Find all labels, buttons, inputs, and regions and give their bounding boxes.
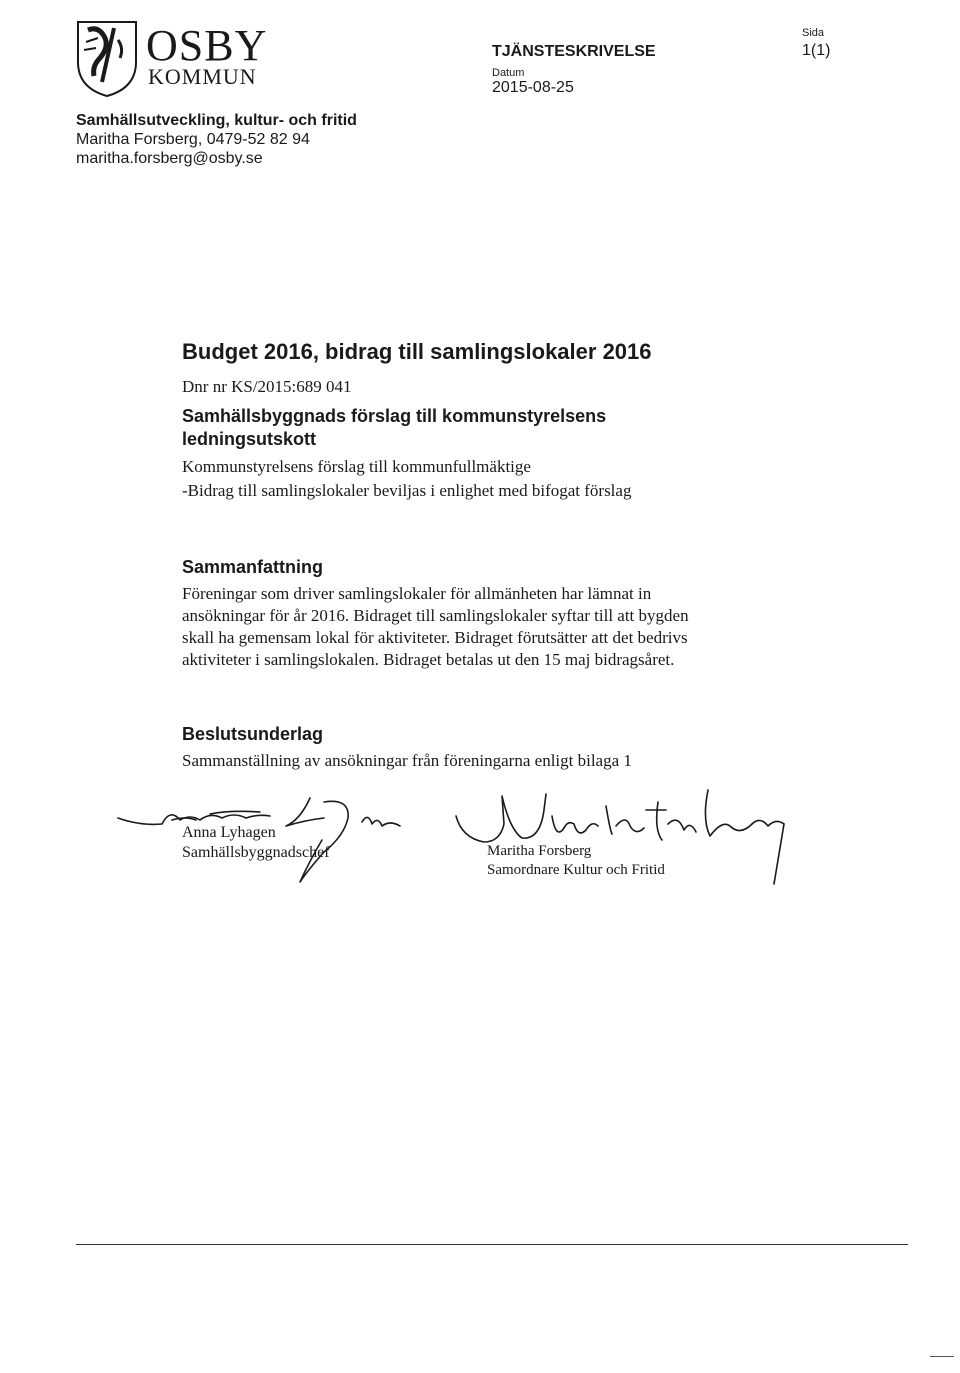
page-title: Budget 2016, bidrag till samlingslokaler 2016 [182, 339, 652, 364]
coat-of-arms-icon [74, 18, 140, 98]
summary-line: Föreningar som driver samlingslokaler för allmänheten har lämnat in [182, 584, 652, 603]
proposal-heading-line1: Samhällsbyggnads förslag till kommunstyrelsens [182, 406, 607, 426]
summary-text [182, 583, 689, 671]
signatory-right-name: Maritha Forsberg [487, 843, 592, 859]
signatory-left-name: Anna Lyhagen [182, 824, 276, 841]
signatory-left [182, 823, 330, 863]
summary-line: ansökningar för år 2016. Bidraget till samlingslokaler syftar till att bygden [182, 606, 689, 625]
basis-text: Sammanställning av ansökningar från föreningarna enligt bilaga 1 [182, 751, 632, 770]
proposal-heading [182, 405, 606, 451]
proposal-line2: -Bidrag till samlingslokaler beviljas i enlighet med bifogat förslag [182, 481, 632, 500]
basis-heading: Beslutsunderlag [182, 724, 324, 744]
sender-contact: Maritha Forsberg, 0479-52 82 94 [76, 131, 310, 148]
signatory-left-role: Samhällsbyggnadschef [182, 844, 330, 861]
proposal-heading-line2: ledningsutskott [182, 429, 316, 449]
proposal-line1: Kommunstyrelsens förslag till kommunfullmäktige [182, 457, 531, 476]
doc-date: 2015-08-25 [492, 79, 574, 96]
signatory-right [487, 842, 665, 880]
date-label: Datum [492, 67, 525, 79]
osby-logo [74, 18, 274, 98]
doc-type: TJÄNSTESKRIVELSE [492, 43, 656, 60]
page-number: 1(1) [802, 42, 831, 59]
sender-department: Samhällsutveckling, kultur- och fritid [76, 112, 357, 129]
logo-name: OSBY [146, 21, 268, 70]
page-label: Sida [802, 27, 825, 39]
signatory-right-role: Samordnare Kultur och Fritid [487, 862, 665, 878]
summary-heading: Sammanfattning [182, 557, 324, 577]
summary-line: aktiviteter i samlingslokalen. Bidraget betalas ut den 15 maj bidragsåret. [182, 650, 675, 669]
sender-email: maritha.forsberg@osby.se [76, 150, 263, 167]
logo-sub: KOMMUN [148, 64, 257, 89]
page-corner-mark [930, 1356, 954, 1357]
footer-divider [76, 1244, 908, 1245]
diary-number: Dnr nr KS/2015:689 041 [182, 377, 352, 396]
summary-line: skall ha gemensam lokal för aktiviteter. Bidraget förutsätter att det bedrivs [182, 628, 688, 647]
